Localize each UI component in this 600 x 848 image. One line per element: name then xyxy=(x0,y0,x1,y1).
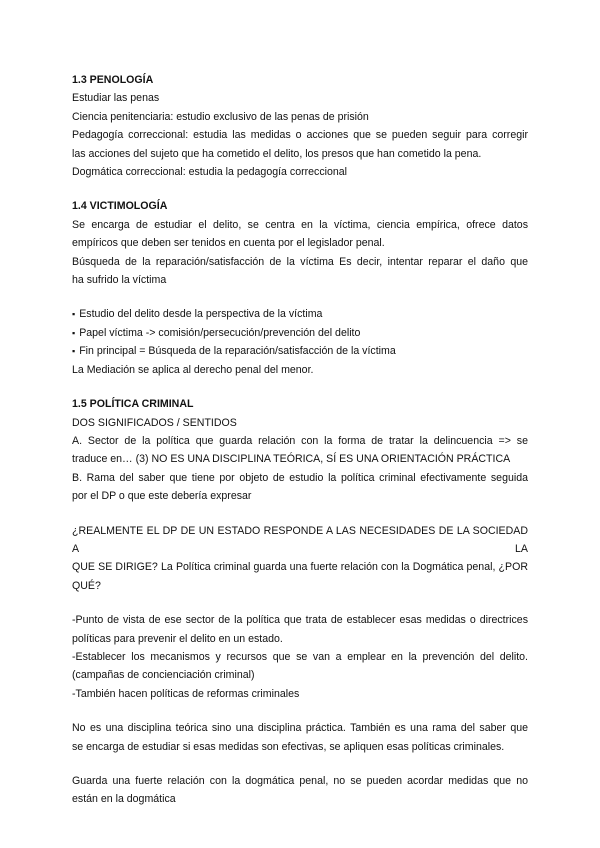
bullet-item: ▪ Estudio del delito desde la perspectiva de la víctima xyxy=(72,305,528,323)
text-line: QUE SE DIRIGE? La Política criminal guarda una fuerte relación con la Dogmática penal, ¿POR xyxy=(72,561,528,574)
text-line: -Punto de vista de ese sector de la política que trata de establecer esas medidas o directrices xyxy=(72,614,528,627)
text-line: políticas para prevenir el delito en un estado. xyxy=(72,632,283,645)
text-line: ¿REALMENTE EL DP DE UN ESTADO RESPONDE A LAS NECESIDADES DE LA SOCIEDAD A LA xyxy=(72,524,528,555)
text-line: Pedagogía correccional: estudia las medidas o acciones que se pueden seguir para corregir xyxy=(72,129,528,142)
text-line: por el DP o que este debería expresar xyxy=(72,490,252,503)
spacer xyxy=(72,181,528,197)
spacer xyxy=(72,703,528,719)
text-line: -Establecer los mecanismos y recursos que se van a emplear en la prevención del delito. xyxy=(72,650,528,663)
heading-politica-criminal: 1.5 POLÍTICA CRIMINAL xyxy=(72,398,194,411)
text-line: No es una disciplina teórica sino una disciplina práctica. También es una rama del saber que xyxy=(72,722,528,735)
text-line: Guarda una fuerte relación con la dogmática penal, no se pueden acordar medidas que no xyxy=(72,775,528,787)
text-line: Estudiar las penas xyxy=(72,92,160,105)
text-line: Ciencia penitenciaria: estudio exclusivo de las penas de prisión xyxy=(72,110,369,123)
text-line: -También hacen políticas de reformas criminales xyxy=(72,687,300,700)
section-victimologia xyxy=(72,197,528,379)
spacer xyxy=(72,506,528,522)
text-line: ha sufrido la víctima xyxy=(72,274,167,287)
text-line: (campañas de concienciación criminal) xyxy=(72,669,255,682)
text-line: QUÉ? xyxy=(72,579,101,592)
text-line: Dogmática correccional: estudia la pedagogía correccional xyxy=(72,166,348,179)
bullet-item: ▪ Papel víctima -> comisión/persecución/prevención del delito xyxy=(72,324,528,342)
text-line: están en la dogmática xyxy=(72,793,176,806)
spacer xyxy=(72,595,528,611)
bullet-item: ▪ Fin principal = Búsqueda de la reparación/satisfacción de la víctima xyxy=(72,342,528,360)
text-line: se encarga de estudiar si esas medidas son efectivas, se apliquen esas políticas criminales. xyxy=(72,740,505,753)
text-line: las acciones del sujeto que ha cometido el delito, los presos que han cometido la pena. xyxy=(72,147,482,160)
text-line: empíricos que deben ser tenidos en cuenta por el legislador penal. xyxy=(72,237,385,250)
heading-victimologia: 1.4 VICTIMOLOGÍA xyxy=(72,200,168,213)
text-line: A. Sector de la política que guarda relación con la forma de tratar la delincuencia => se xyxy=(72,434,528,447)
text-line: La Mediación se aplica al derecho penal del menor. xyxy=(72,363,314,376)
document-body xyxy=(72,71,528,809)
heading-penologia: 1.3 PENOLOGÍA xyxy=(72,74,154,86)
spacer xyxy=(72,289,528,305)
spacer xyxy=(72,379,528,395)
text-line: Se encarga de estudiar el delito, se centra en la víctima, ciencia empírica, ofrece datos xyxy=(72,218,528,231)
subheading: DOS SIGNIFICADOS / SENTIDOS xyxy=(72,416,237,429)
spacer xyxy=(72,756,528,772)
section-politica-criminal xyxy=(72,395,528,809)
text-line: Búsqueda de la reparación/satisfacción de la víctima Es decir, intentar reparar el daño que xyxy=(72,255,528,268)
section-penologia xyxy=(72,71,528,181)
text-line: traduce en… (3) NO ES UNA DISCIPLINA TEÓRICA, SÍ ES UNA ORIENTACIÓN PRÁCTICA xyxy=(72,453,511,466)
text-line: B. Rama del saber que tiene por objeto de estudio la política criminal efectivamente seguida xyxy=(72,471,528,484)
